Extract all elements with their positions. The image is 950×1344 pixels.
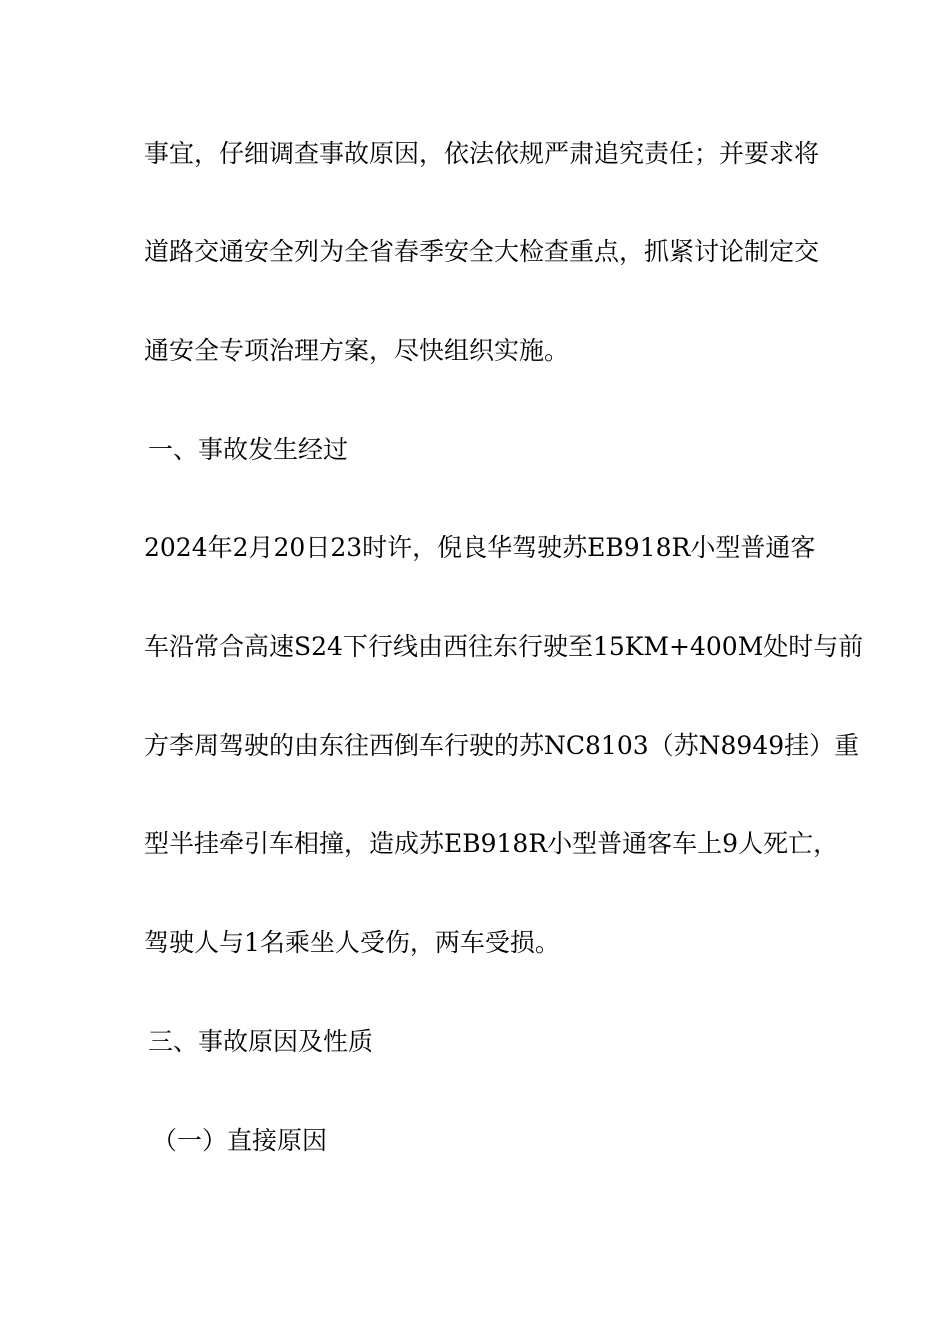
section-heading-accident-process: 一、事故发生经过 xyxy=(148,435,349,464)
subsection-heading-direct-cause: （一）直接原因 xyxy=(152,1126,328,1155)
paragraph-line-8: 驾驶人与1名乘坐人受伤，两车受损。 xyxy=(144,928,560,957)
paragraph-line-1: 事宜，仔细调查事故原因，依法依规严肃追究责任；并要求将 xyxy=(144,139,820,168)
paragraph-line-4: 2024年2月20日23时许，倪良华驾驶苏EB918R小型普通客 xyxy=(144,533,816,562)
paragraph-line-2: 道路交通安全列为全省春季安全大检查重点，抓紧讨论制定交 xyxy=(144,237,820,266)
section-heading-cause-nature: 三、事故原因及性质 xyxy=(148,1027,374,1056)
paragraph-line-3: 通安全专项治理方案，尽快组织实施。 xyxy=(144,336,570,365)
paragraph-line-7: 型半挂牵引车相撞，造成苏EB918R小型普通客车上9人死亡， xyxy=(144,829,839,858)
paragraph-line-6: 方李周驾驶的由东往西倒车行驶的苏NC8103（苏N8949挂）重 xyxy=(144,731,860,760)
paragraph-line-5: 车沿常合高速S24下行线由西往东行驶至15KM+400M处时与前 xyxy=(144,632,864,661)
